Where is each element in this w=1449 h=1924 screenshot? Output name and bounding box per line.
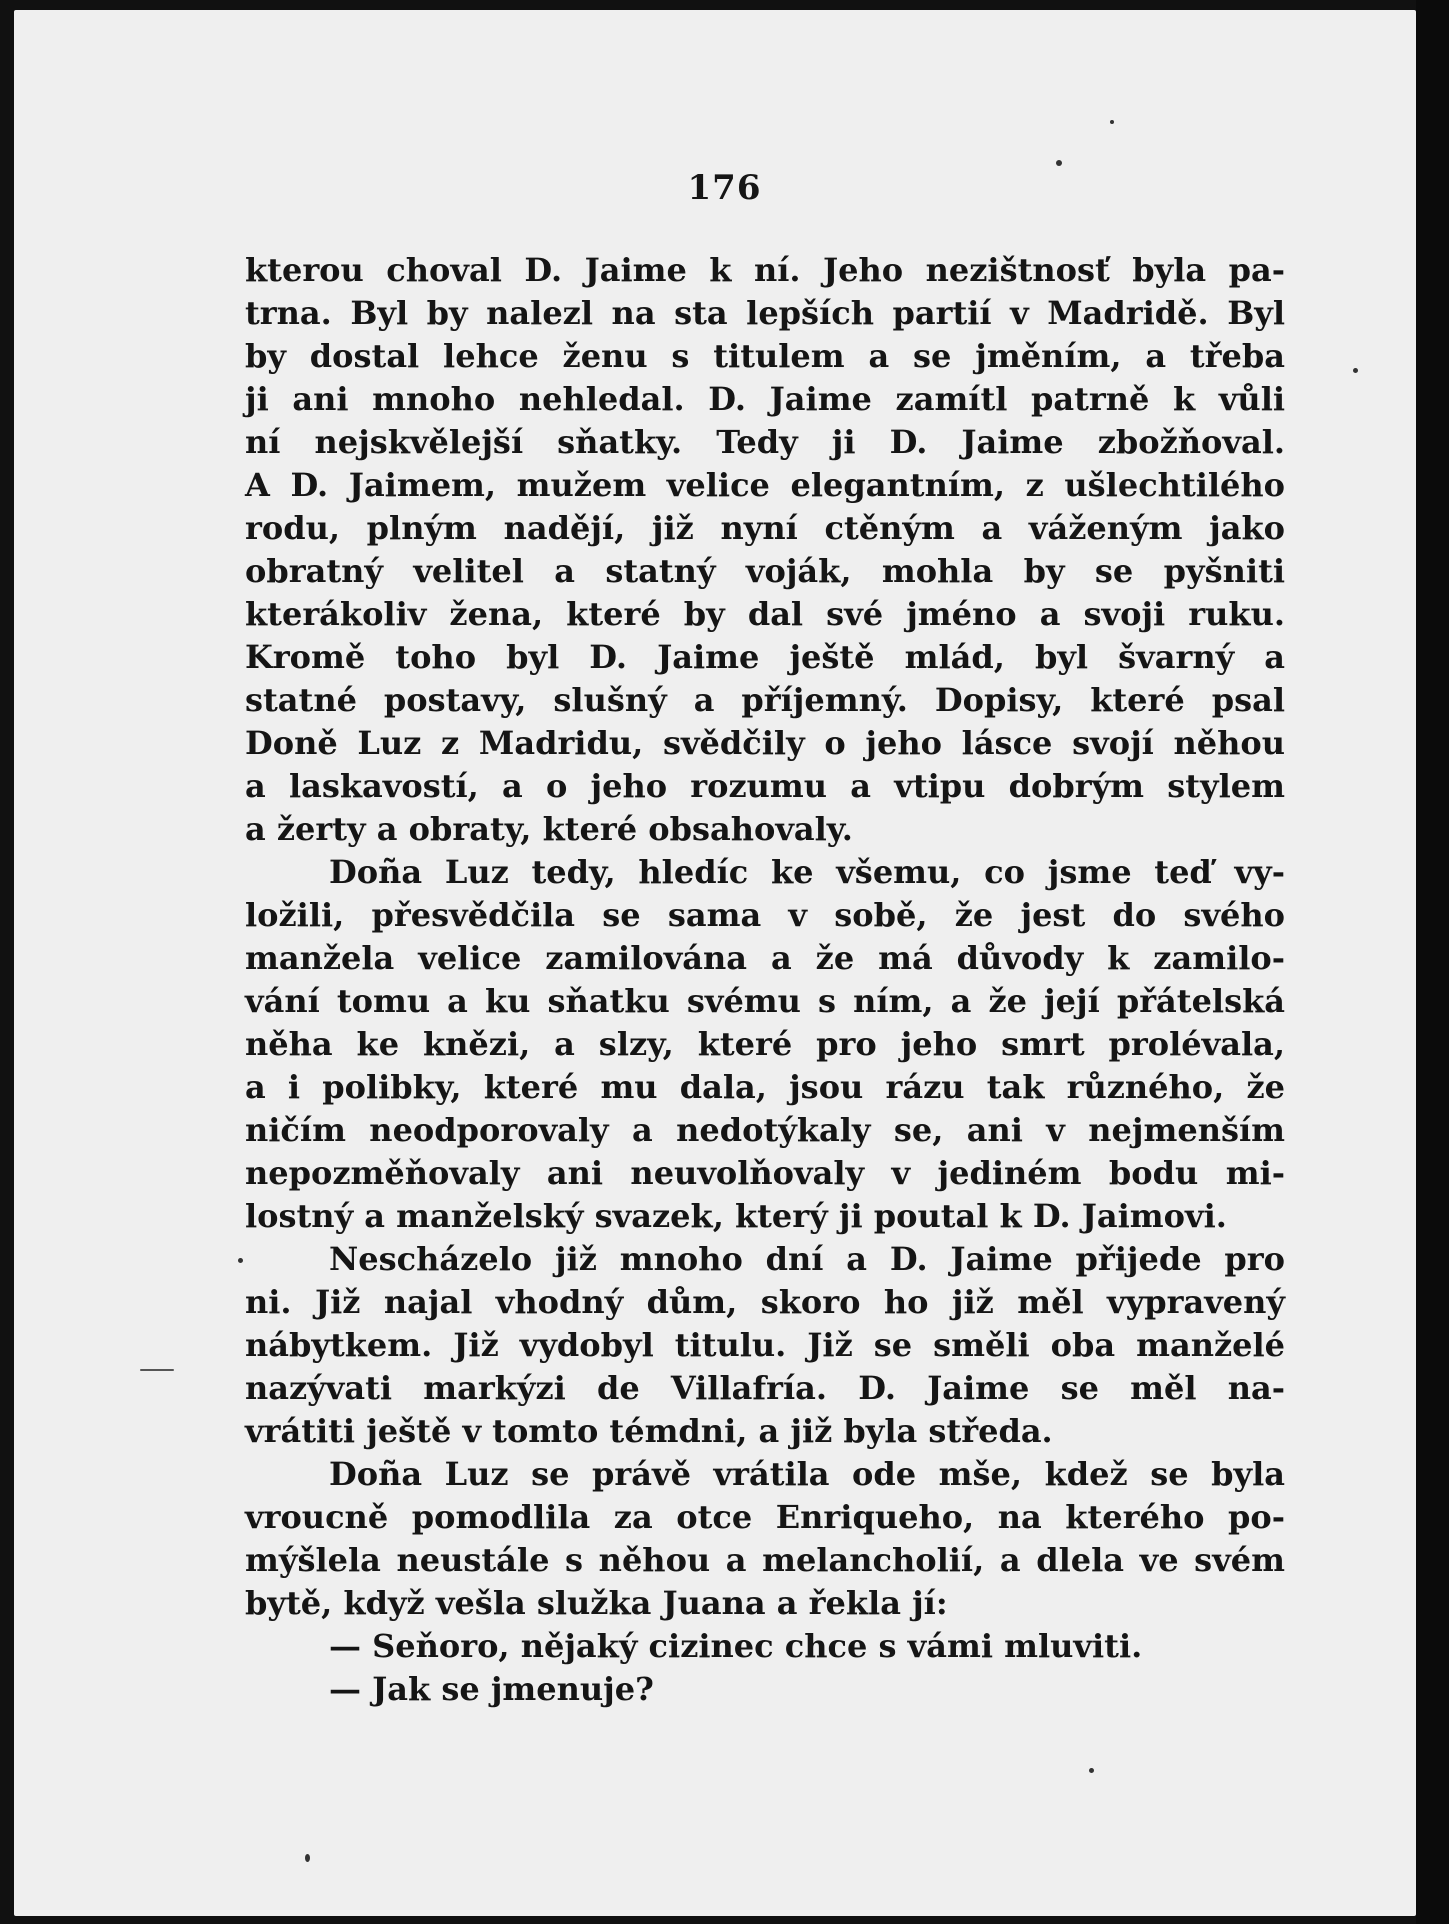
text-line: nepozměňovaly ani neuvolňovaly v jediném bodu mi- <box>245 1154 1285 1192</box>
text-line: a laskavostí, a o jeho rozumu a vtipu dobrým stylem <box>245 767 1285 805</box>
text-line: bytě, když vešla služka Juana a řekla jí: <box>245 1584 948 1622</box>
text-line: mýšlela neustále s něhou a melancholií, a dlela ve svém <box>245 1541 1285 1579</box>
scan-speck <box>1353 368 1358 373</box>
scan-speck <box>305 1854 310 1862</box>
text-line: ložili, přesvědčila se sama v sobě, že jest do svého <box>245 896 1285 934</box>
scan-speck <box>1110 120 1114 124</box>
scan-speck <box>1089 1768 1094 1773</box>
text-line: ji ani mnoho nehledal. D. Jaime zamítl patrně k vůli <box>245 380 1285 418</box>
text-line: nábytkem. Již vydobyl titulu. Již se směli oba manželé <box>245 1326 1285 1364</box>
text-line: Kromě toho byl D. Jaime ještě mlád, byl švarný a <box>245 638 1285 676</box>
text-line: lostný a manželský svazek, který ji poutal k D. Jaimovi. <box>245 1197 1227 1235</box>
text-line: by dostal lehce ženu s titulem a se jměním, a třeba <box>245 337 1285 375</box>
text-line: vroucně pomodlila za otce Enriqueho, na kterého po- <box>245 1498 1285 1536</box>
text-line: něha ke knězi, a slzy, které pro jeho smrt prolévala, <box>245 1025 1285 1063</box>
scan-speck <box>140 1369 174 1371</box>
text-line: kterákoliv žena, které by dal své jméno a svoji ruku. <box>245 595 1285 633</box>
body-text <box>245 249 1285 1711</box>
text-line: vrátiti ještě v tomto témdni, a již byla středa. <box>245 1412 1053 1450</box>
dialog-line: — Jak se jmenuje? <box>329 1670 654 1708</box>
text-line: rodu, plným nadějí, již nyní ctěným a váženým jako <box>245 509 1285 547</box>
text-line: a žerty a obraty, které obsahovaly. <box>245 810 853 848</box>
text-line: nazývati markýzi de Villafría. D. Jaime se měl na- <box>245 1369 1285 1407</box>
text-line: vání tomu a ku sňatku svému s ním, a že její přátelská <box>245 982 1285 1020</box>
text-line: manžela velice zamilována a že má důvody k zamilo- <box>245 939 1285 977</box>
text-line: Nescházelo již mnoho dní a D. Jaime přijede pro <box>329 1240 1285 1278</box>
text-line: ni. Již najal vhodný dům, skoro ho již měl vypravený <box>245 1283 1285 1321</box>
text-line: ní nejskvělejší sňatky. Tedy ji D. Jaime zbožňoval. <box>245 423 1285 461</box>
text-line: A D. Jaimem, mužem velice elegantním, z ušlechtilého <box>245 466 1285 504</box>
text-line: Doně Luz z Madridu, svědčily o jeho lásce svojí něhou <box>245 724 1285 762</box>
scan-speck <box>1056 160 1062 166</box>
text-line: a i polibky, které mu dala, jsou rázu tak různého, že <box>245 1068 1285 1106</box>
text-line: statné postavy, slušný a příjemný. Dopisy, které psal <box>245 681 1285 719</box>
page-right-edge <box>1416 0 1449 1924</box>
scan-speck <box>238 1258 243 1263</box>
text-line: trna. Byl by nalezl na sta lepších partií v Madridě. Byl <box>245 294 1285 332</box>
text-line: Doña Luz se právě vrátila ode mše, kdež se byla <box>329 1455 1285 1493</box>
dialog-line: — Seňoro, nějaký cizinec chce s vámi mluviti. <box>329 1627 1143 1665</box>
text-line: Doña Luz tedy, hledíc ke všemu, co jsme teď vy- <box>329 853 1285 891</box>
text-line: obratný velitel a statný voják, mohla by se pyšniti <box>245 552 1285 590</box>
page-number: 176 <box>687 168 762 208</box>
text-line: ničím neodporovaly a nedotýkaly se, ani v nejmenším <box>245 1111 1285 1149</box>
text-line: kterou choval D. Jaime k ní. Jeho nezištnosť byla pa- <box>245 251 1285 289</box>
